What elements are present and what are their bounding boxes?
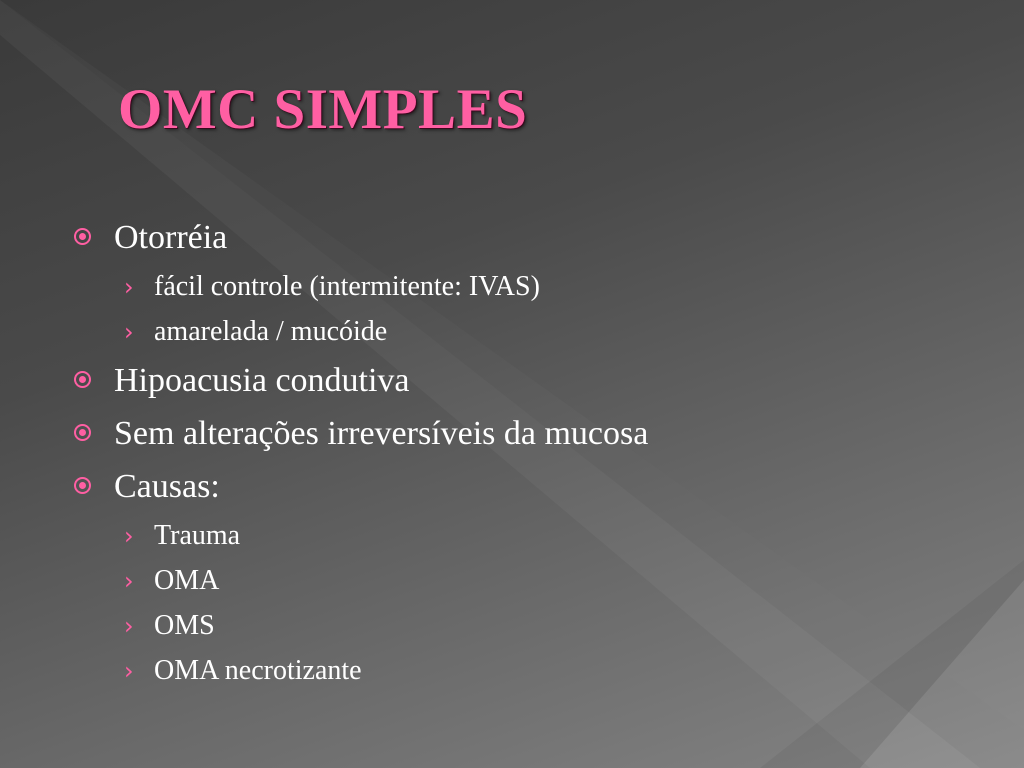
list-item-text: Otorréia <box>114 219 228 256</box>
sub-list-item <box>70 561 990 601</box>
list-item-text: Sem alterações irreversíveis da mucosa <box>114 415 649 452</box>
sub-list-item-text: fácil controle (intermitente: IVAS) <box>154 271 540 302</box>
chevron-right-icon: › <box>124 567 134 595</box>
chevron-right-icon: › <box>124 612 134 640</box>
chevron-right-icon: › <box>124 273 134 301</box>
chevron-right-icon: › <box>124 657 134 685</box>
circled-dot-icon <box>74 477 91 494</box>
sub-list-item <box>70 606 990 646</box>
list-item <box>70 357 990 405</box>
sub-list-item-text: OMS <box>154 610 215 641</box>
sub-list-item <box>70 651 990 691</box>
sub-list-item-text: Trauma <box>154 520 241 551</box>
chevron-right-icon: › <box>124 522 134 550</box>
sub-list-item-text: amarelada / mucóide <box>154 316 388 347</box>
sub-list-item <box>70 267 990 307</box>
sub-list-item-text: OMA <box>154 565 220 596</box>
sub-list-item <box>70 312 990 352</box>
list-item-text: Hipoacusia condutiva <box>114 362 410 399</box>
circled-dot-icon <box>74 371 91 388</box>
circled-dot-icon <box>74 424 91 441</box>
sub-list-item-text: OMA necrotizante <box>154 655 362 686</box>
list-item <box>70 410 990 458</box>
circled-dot-icon <box>74 228 91 245</box>
chevron-right-icon: › <box>124 318 134 346</box>
slide-title: OMC SIMPLES <box>118 78 528 141</box>
list-item-text: Causas: <box>114 468 220 505</box>
list-item <box>70 214 990 262</box>
bullet-list <box>70 214 990 691</box>
list-item <box>70 463 990 511</box>
sub-list-item <box>70 516 990 556</box>
